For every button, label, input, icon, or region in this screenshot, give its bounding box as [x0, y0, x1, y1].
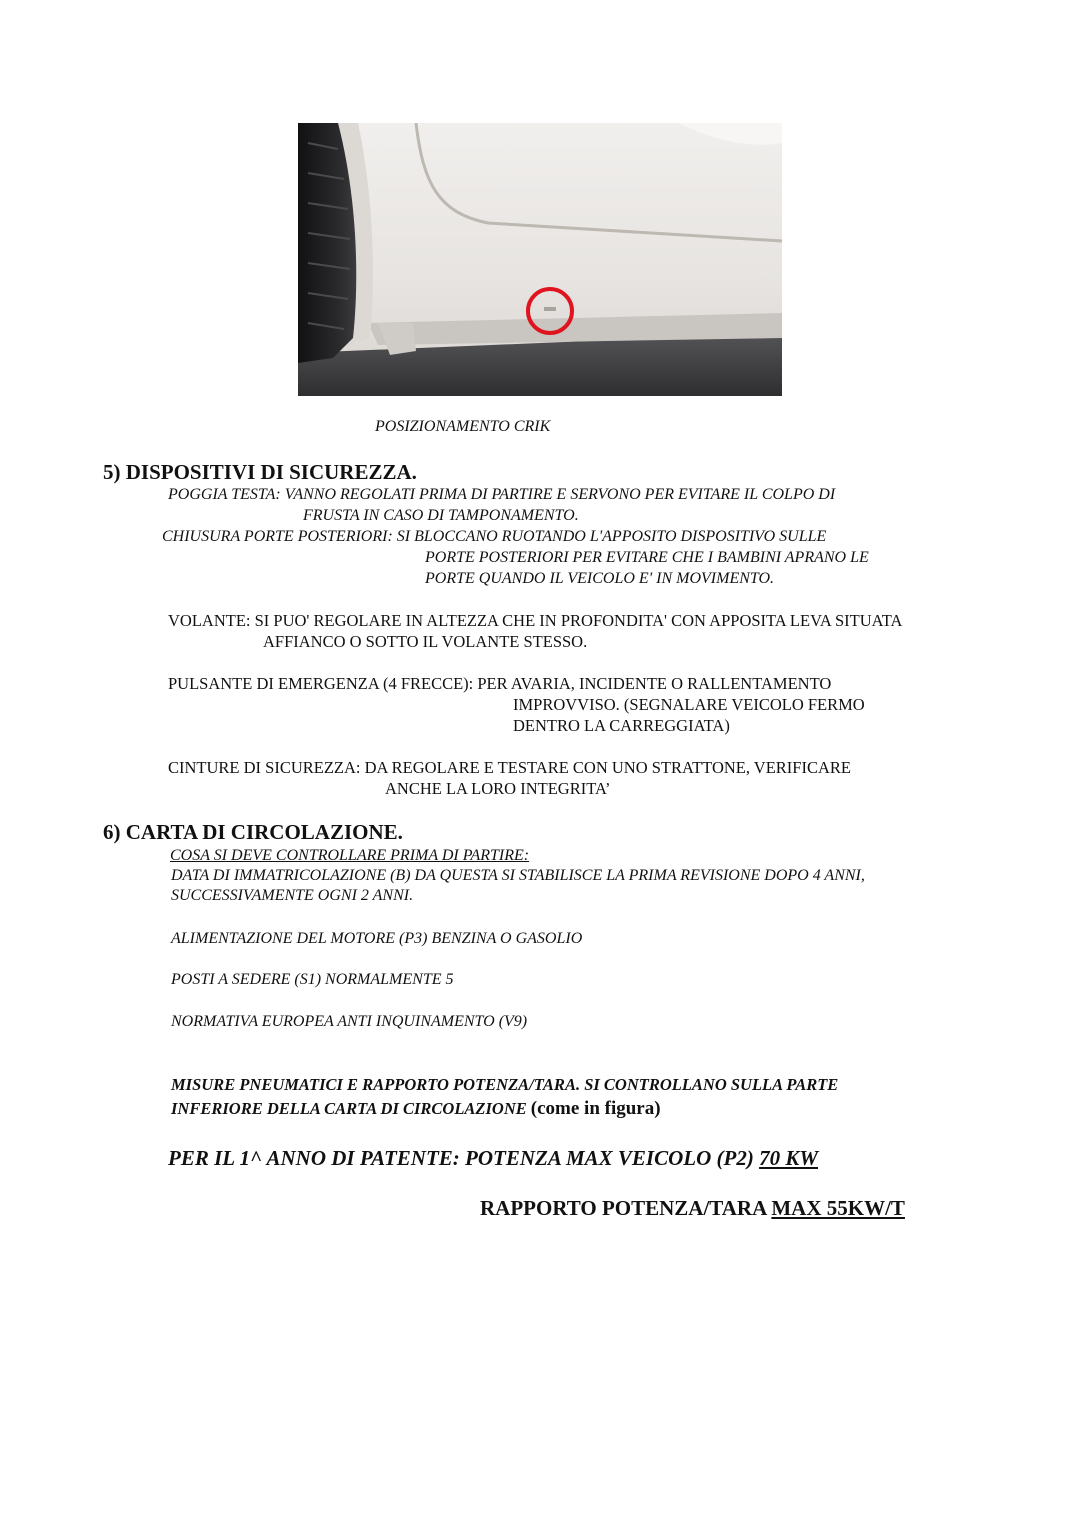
- normativa-text: NORMATIVA EUROPEA ANTI INQUINAMENTO (V9): [171, 1013, 528, 1030]
- cinture-line1: CINTURE DI SICUREZZA: DA REGOLARE E TESTARE CON UNO STRATTONE, VERIFICARE: [168, 758, 851, 777]
- pulsante-line2: IMPROVVISO. (SEGNALARE VEICOLO FERMO: [513, 695, 865, 714]
- pulsante-line3: DENTRO LA CARREGGIATA): [513, 716, 730, 735]
- chiusura-porte-line2: PORTE POSTERIORI PER EVITARE CHE I BAMBINI APRANO LE: [425, 549, 869, 566]
- pulsante-line1: PULSANTE DI EMERGENZA (4 FRECCE): PER AVARIA, INCIDENTE O RALLENTAMENTO: [168, 674, 832, 693]
- car-sill-illustration: [298, 123, 782, 396]
- alimentazione-text: ALIMENTAZIONE DEL MOTORE (P3) BENZINA O GASOLIO: [171, 930, 583, 947]
- misure-line2-wrap: [171, 1098, 661, 1120]
- data-immatricolazione-line1: DATA DI IMMATRICOLAZIONE (B) DA QUESTA SI STABILISCE LA PRIMA REVISIONE DOPO 4 ANNI,: [171, 867, 865, 884]
- poggia-testa-line1: POGGIA TESTA: VANNO REGOLATI PRIMA DI PARTIRE E SERVONO PER EVITARE IL COLPO DI: [168, 486, 836, 503]
- chiusura-porte-line1: CHIUSURA PORTE POSTERIORI: SI BLOCCANO RUOTANDO L'APPOSITO DISPOSITIVO SULLE: [162, 528, 827, 545]
- volante-line1: VOLANTE: SI PUO' REGOLARE IN ALTEZZA CHE IN PROFONDITA' CON APPOSITA LEVA SITUATA: [168, 611, 903, 630]
- posti-text: POSTI A SEDERE (S1) NORMALMENTE 5: [171, 971, 454, 988]
- primo-anno-value: 70 KW: [759, 1146, 818, 1170]
- section5-heading: 5) DISPOSITIVI DI SICUREZZA.: [103, 460, 417, 484]
- primo-anno-label: PER IL 1^ ANNO DI PATENTE: POTENZA MAX VEICOLO (P2): [168, 1146, 754, 1170]
- chiusura-porte-line3: PORTE QUANDO IL VEICOLO E' IN MOVIMENTO.: [425, 570, 775, 587]
- section6-heading: 6) CARTA DI CIRCOLAZIONE.: [103, 820, 403, 844]
- rapporto-line: [480, 1196, 905, 1221]
- jack-position-photo: [298, 123, 782, 396]
- section6-subheading: COSA SI DEVE CONTROLLARE PRIMA DI PARTIRE:: [170, 847, 530, 864]
- primo-anno-line: [168, 1146, 818, 1171]
- data-immatricolazione-line2: SUCCESSIVAMENTE OGNI 2 ANNI.: [171, 887, 414, 904]
- misure-note: (come in figura): [530, 1098, 661, 1119]
- jack-point: [544, 307, 556, 311]
- photo-caption: POSIZIONAMENTO CRIK: [375, 418, 551, 435]
- cinture-line2: ANCHE LA LORO INTEGRITA’: [385, 779, 611, 798]
- misure-line2: INFERIORE DELLA CARTA DI CIRCOLAZIONE: [171, 1099, 527, 1118]
- rapporto-label: RAPPORTO POTENZA/TARA: [480, 1196, 767, 1220]
- rapporto-value: MAX 55KW/T: [771, 1196, 905, 1220]
- volante-line2: AFFIANCO O SOTTO IL VOLANTE STESSO.: [263, 632, 588, 651]
- poggia-testa-line2: FRUSTA IN CASO DI TAMPONAMENTO.: [303, 507, 579, 524]
- misure-line1: MISURE PNEUMATICI E RAPPORTO POTENZA/TARA. SI CONTROLLANO SULLA PARTE: [171, 1075, 839, 1094]
